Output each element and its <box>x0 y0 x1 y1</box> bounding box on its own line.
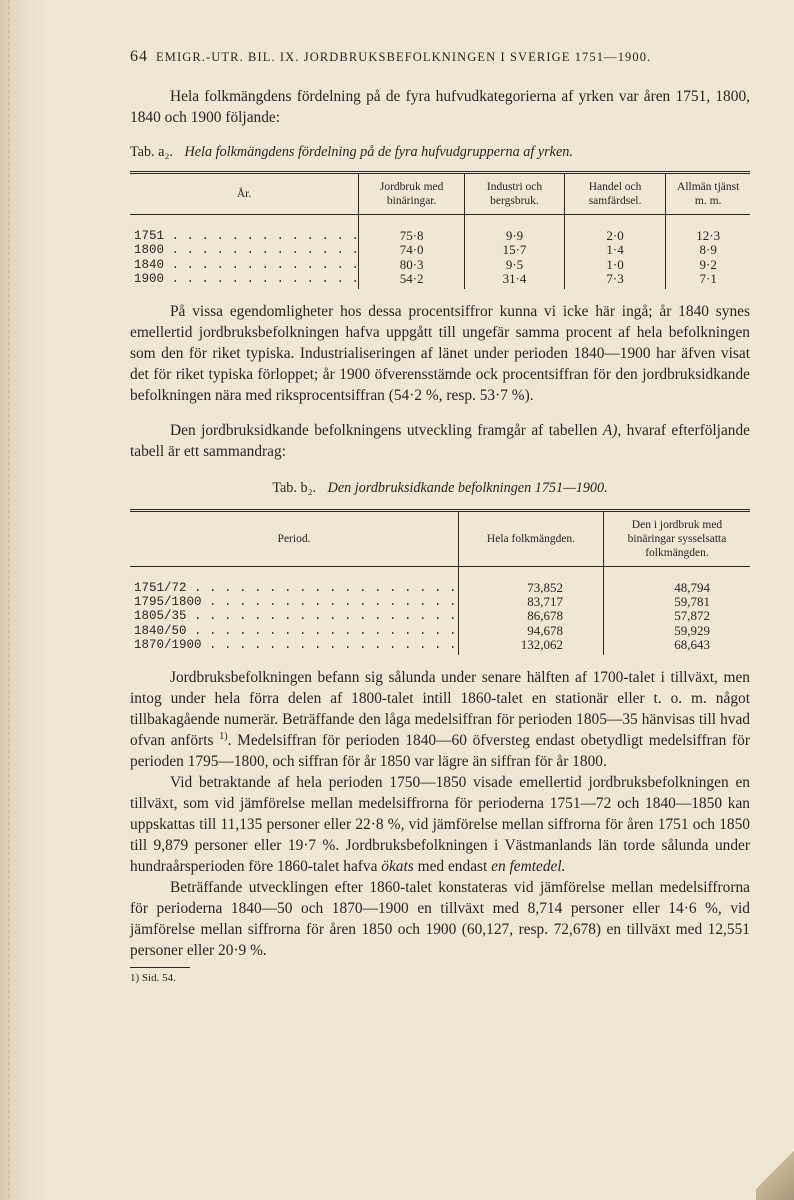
table1-header-year: År. <box>130 173 359 215</box>
footnote: 1) Sid. 54. <box>130 971 176 984</box>
paragraph-4-text-mid: med endast <box>413 857 492 875</box>
table1-cell-year: 1840 . . . <box>130 258 359 272</box>
page-number: 64 <box>130 48 148 65</box>
table1-cell: 9·9 <box>465 215 564 244</box>
table2-header-period: Period. <box>130 510 459 566</box>
paragraph-2-text-end: hvaraf efterföljande tabell är ett sammandrag: <box>130 421 750 460</box>
binding-edge <box>0 0 46 1200</box>
table1-cell: 8·9 <box>666 243 750 257</box>
table2-label: Tab. b₂. <box>272 479 317 496</box>
paragraph-4 <box>130 772 750 877</box>
paragraph-3 <box>130 667 750 772</box>
table1-header-trade: Handel och samfärdsel. <box>564 173 666 215</box>
table-row <box>130 566 750 595</box>
table1-cell: 15·7 <box>465 243 564 257</box>
paragraph-2 <box>130 420 750 462</box>
table2-cell: 57,872 <box>604 609 751 623</box>
table2-cell-period: 1751/72 . . . <box>130 566 459 595</box>
table1-cell: 75·8 <box>359 215 465 244</box>
page <box>130 48 750 984</box>
table2-cell: 94,678 <box>459 624 604 638</box>
table1-header-industry: Industri och bergsbruk. <box>465 173 564 215</box>
table1-label: Tab. a₂. <box>130 144 173 160</box>
table2-cell: 132,062 <box>459 638 604 654</box>
table2-caption <box>130 480 750 497</box>
table2-cell: 59,781 <box>604 595 751 609</box>
table2-cell-period: 1805/35 . . . <box>130 609 459 623</box>
table-row <box>130 624 750 638</box>
paragraph-3-text-end: . Medelsiffran för perioden 1840—60 öfversteg endast obetydligt medelsiffran för perioden 1795—1800, och siffran för år 1850 var lägre än siffran för år 1800. <box>130 731 750 770</box>
table1-cell-year: 1900 . . . <box>130 272 359 288</box>
paragraph-5: Beträffande utvecklingen efter 1860-talet konstateras vid jämförelse mellan medelsiffrorna för perioderna 1840—50 och 1870—1900 en tillväxt med 8,714 personer eller 14·6 %, vid jämförelse mellan siffrorna för åren 1850 och 1900 (60,127, resp. 72,678) en tillväxt med 12,551 personer eller 20·9 %. <box>130 878 750 959</box>
paragraph-4-text: Vid betraktande af hela perioden 1750—1850 visade emellertid jordbruksbefolkningen en tillväxt, som vid jämförelse mellan medelsiffrorna för perioderna 1751—72 och 1840—1850 kan uppskattas till 11,135 personer eller 22·8 %, vid jämförelse mellan siffrorna för åren 1751 och 1850 till 9,879 personer eller 19·7 %. Jordbruksbefolkningen i Västmanlands län torde sålunda under hundraårsperioden före 1860-talet hafva <box>130 773 750 875</box>
table-row <box>130 272 750 288</box>
table1-header-public-service: Allmän tjänst m. m. <box>666 173 750 215</box>
table2-cell-period: 1795/1800 . . . <box>130 595 459 609</box>
table1-caption <box>130 144 750 161</box>
table1-cell: 54·2 <box>359 272 465 288</box>
table-reference: A), <box>602 421 622 439</box>
table1-cell: 80·3 <box>359 258 465 272</box>
table-row <box>130 215 750 244</box>
table2-header-total: Hela folkmängden. <box>459 510 604 566</box>
emphasis-text: en femtedel. <box>491 857 566 875</box>
table-row <box>130 243 750 257</box>
table1-cell-year: 1751 . . . <box>130 215 359 244</box>
table2-cell: 68,643 <box>604 638 751 654</box>
table-row <box>130 258 750 272</box>
table2-cell-period: 1870/1900 . . . <box>130 638 459 654</box>
page-corner <box>756 1140 794 1200</box>
table2-title: Den jordbruksidkande befolkningen 1751—1900. <box>327 479 608 496</box>
table1-cell: 31·4 <box>465 272 564 288</box>
table1-cell: 74·0 <box>359 243 465 257</box>
table1-title: Hela folkmängdens fördelning på de fyra hufvudgrupperna af yrken. <box>184 144 573 160</box>
table2-cell: 83,717 <box>459 595 604 609</box>
running-head-title: EMIGR.-UTR. BIL. IX. JORDBRUKSBEFOLKNINGEN I SVERIGE 1751—1900. <box>156 50 652 64</box>
footnote-marker: 1) <box>219 730 228 742</box>
table2-cell: 59,929 <box>604 624 751 638</box>
paragraph-3-text: Jordbruksbefolkningen befann sig sålunda under senare hälften af 1700-talet i tillväxt, men intog under hela förra delen af 1800-talet intill 1860-talet en stationär eller t. o. m. något tillbakagående numerär. Beträffande den låga medelsiffran för perioden 1805—35 hänvisas till hvad ofvan anförts <box>130 668 750 749</box>
table1-cell: 1·0 <box>564 258 666 272</box>
table1-cell: 7·3 <box>564 272 666 288</box>
table2-cell: 48,794 <box>604 566 751 595</box>
table2-header-agriculture: Den i jordbruk med binäringar sysselsatta folkmängden. <box>604 510 751 566</box>
table2 <box>130 509 750 655</box>
table1-header-agriculture: Jordbruk med binäringar. <box>359 173 465 215</box>
table2-cell: 73,852 <box>459 566 604 595</box>
paragraph-2-text: Den jordbruksidkande befolkningens utveckling framgår af tabellen <box>170 421 603 439</box>
table-row <box>130 638 750 654</box>
table1-cell: 7·1 <box>666 272 750 288</box>
table1-cell: 9·5 <box>465 258 564 272</box>
table1-cell: 9·2 <box>666 258 750 272</box>
table-row <box>130 609 750 623</box>
table1 <box>130 171 750 289</box>
table1-cell: 12·3 <box>666 215 750 244</box>
table2-cell-period: 1840/50 . . . <box>130 624 459 638</box>
table1-cell: 1·4 <box>564 243 666 257</box>
paragraph-1: På vissa egendomligheter hos dessa procentsiffror kunna vi icke här ingå; år 1840 synes emellertid jordbruksbefolkningen hafva uppgått till ungefär samma procent af hela befolkningen som den för riket typiska. Industrialiseringen af länet under perioden 1840—1900 har äfven visat det för riket typiska förloppet; år 1900 öfverensstämde ock procentsiffran för den jordbruksidkande befolkningen nära med riksprocentsiffran (54·2 %, resp. 53·7 %). <box>130 302 750 404</box>
table-row <box>130 595 750 609</box>
table2-cell: 86,678 <box>459 609 604 623</box>
emphasis-text: ökats <box>381 857 414 875</box>
table1-cell: 2·0 <box>564 215 666 244</box>
intro-paragraph: Hela folkmängdens fördelning på de fyra hufvudkategorierna af yrken var åren 1751, 1800, 1840 och 1900 följande: <box>130 88 750 126</box>
footnote-rule <box>130 967 190 968</box>
table1-cell-year: 1800 . . . <box>130 243 359 257</box>
running-head <box>130 48 750 66</box>
